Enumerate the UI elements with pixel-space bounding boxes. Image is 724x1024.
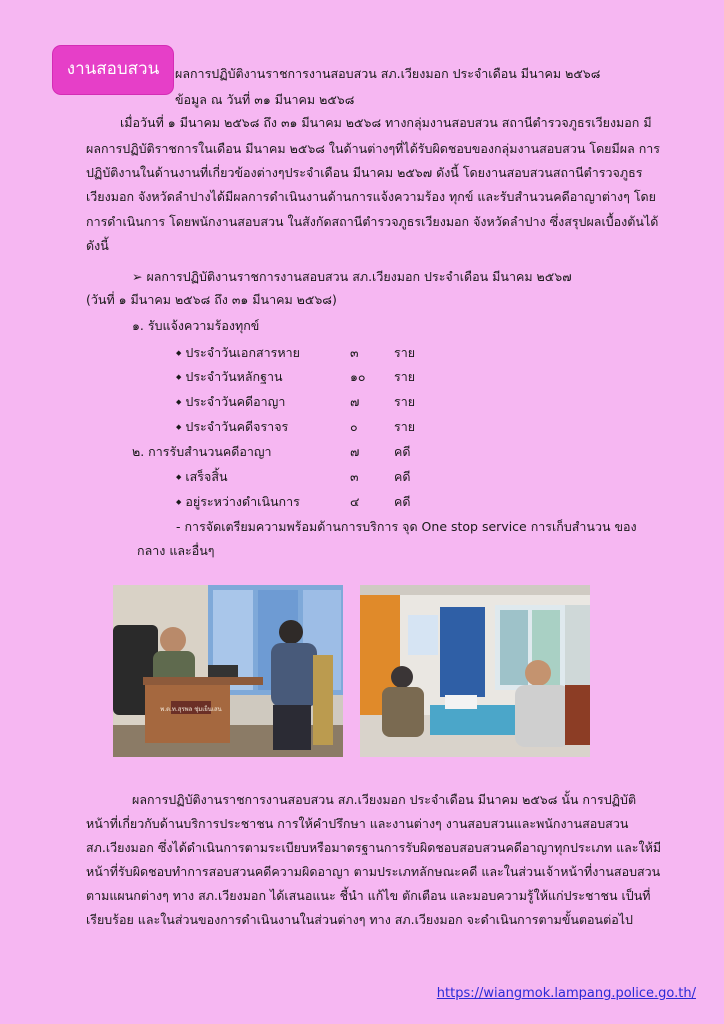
list-item-label: ◆ ประจำวันหลักฐาน: [176, 369, 283, 387]
intro-line: การดำเนินการ โดยพนักงานสอบสวน ในสังกัดสถานีตำรวจภูธรเวียงมอก จังหวัดลำปาง ซึ่งสรุปผลเบื้องต้นได้: [86, 214, 659, 229]
summary-line: หน้าที่รับผิดชอบทำการสอบสวนคดีความผิดอาญา ตามประเภทลักษณะคดี และในส่วนเจ้าหน้าที่งานสอบสวน: [86, 864, 661, 879]
summary-line: ผลการปฏิบัติงานราชการงานสอบสวน สภ.เวียงมอก ประจำเดือน มีนาคม ๒๕๖๘ นั้น การปฏิบัติ: [132, 792, 637, 807]
list-item-count: ๓: [350, 469, 359, 484]
data-date: ข้อมูล ณ วันที่ ๓๑ มีนาคม ๒๕๖๘: [175, 92, 355, 107]
photo-officer-desk-illustration: [113, 585, 343, 757]
intro-line: เวียงมอก จังหวัดลำปางได้มีผลการดำเนินงานด้านการแจ้งความร้อง ทุกข์ และรับสำนวนคดีอาญาต่างๆ โดย: [86, 189, 656, 204]
cases-total-unit: คดี: [394, 444, 411, 459]
list-item-label: ◆ ประจำวันเอกสารหาย: [176, 345, 300, 363]
list-item-unit: ราย: [394, 369, 416, 384]
intro-line: ดังนี้: [86, 238, 109, 253]
list-item-label: ◆ อยู่ระหว่างดำเนินการ: [176, 494, 300, 512]
intro-line: เมื่อวันที่ ๑ มีนาคม ๒๕๖๘ ถึง ๓๑ มีนาคม ๒๕๖๘ ทางกลุ่มงานสอบสวน สถานีตำรวจภูธรเวียงมอก มี: [120, 115, 652, 130]
summary-line: ตามแผนกต่างๆ ทาง สภ.เวียงมอก ได้เสนอแนะ ชี้นำ แก้ไข ตักเตือน และมอบความรู้ให้แก่ประชาชน เป็นที่: [86, 888, 651, 903]
section-period: (วันที่ ๑ มีนาคม ๒๕๖๘ ถึง ๓๑ มีนาคม ๒๕๖๘): [86, 292, 337, 307]
complaints-title: ๑. รับแจ้งความร้องทุกข์: [132, 318, 260, 333]
list-item-unit: คดี: [394, 494, 411, 509]
section-heading: ➢ ผลการปฏิบัติงานราชการงานสอบสวน สภ.เวียงมอก ประจำเดือน มีนาคม ๒๕๖๗: [132, 269, 572, 284]
list-item-count: ๔: [350, 494, 360, 509]
intro-line: ผลการปฏิบัติราชการในเดือน มีนาคม ๒๕๖๘ ในด้านต่างๆที่ได้รับผิดชอบของกลุ่มงานสอบสวน โดยมีผล การ: [86, 141, 661, 156]
summary-line: สภ.เวียงมอก ซึ่งได้ดำเนินการตามระเบียบหรือมาตรฐานการรับผิดชอบสอบสวนคดีอาญาทุกประเภท และให้มี: [86, 840, 662, 855]
service-note: - การจัดเตรียมความพร้อมด้านการบริการ จุด One stop service การเก็บสำนวน ของ: [176, 519, 637, 534]
list-item-label: ◆ เสร็จสิ้น: [176, 469, 228, 487]
list-item-count: ๗: [350, 394, 360, 409]
photo-officer-greeting: [360, 585, 590, 757]
page-title: ผลการปฏิบัติงานราชการงานสอบสวน สภ.เวียงมอก ประจำเดือน มีนาคม ๒๕๖๘: [175, 66, 601, 81]
section-badge: งานสอบสวน: [53, 46, 173, 94]
intro-line: ปฏิบัติงานในด้านงานที่เกี่ยวข้องต่างๆประจำเดือน มีนาคม ๒๕๖๗ ดังนี้ โดยงานสอบสวนสถานีตำรวจภูธร: [86, 165, 643, 180]
list-item-count: ๐: [350, 419, 358, 434]
list-item-unit: คดี: [394, 469, 411, 484]
list-item-label: ◆ ประจำวันคดีอาญา: [176, 394, 285, 412]
service-note-cont: กลาง และอื่นๆ: [137, 543, 215, 558]
list-item-count: ๓: [350, 345, 359, 360]
cases-title: ๒. การรับสำนวนคดีอาญา: [132, 444, 272, 459]
list-item-count: ๑๐: [350, 369, 366, 384]
photo-officer-desk: [113, 585, 343, 757]
desk-nameplate-text: พ.ต.ท.สุรพล ชุ่มเย็นเสน: [160, 706, 222, 713]
list-item-unit: ราย: [394, 394, 416, 409]
summary-line: เรียบร้อย และในส่วนของการดำเนินงานในส่วนต่างๆ ทาง สภ.เวียงมอก จะดำเนินการตามขั้นตอนต่อไป: [86, 912, 633, 927]
list-item-label: ◆ ประจำวันคดีจราจร: [176, 419, 288, 437]
photo-officer-greeting-illustration: [360, 585, 590, 757]
list-item-unit: ราย: [394, 345, 416, 360]
summary-line: หน้าที่เกี่ยวกับด้านบริการประชาชน การให้คำปรึกษา และงานต่างๆ งานสอบสวนและพนักงานสอบสวน: [86, 816, 629, 831]
website-link[interactable]: https://wiangmok.lampang.police.go.th/: [436, 986, 696, 1001]
cases-total-count: ๗: [350, 444, 360, 459]
list-item-unit: ราย: [394, 419, 416, 434]
